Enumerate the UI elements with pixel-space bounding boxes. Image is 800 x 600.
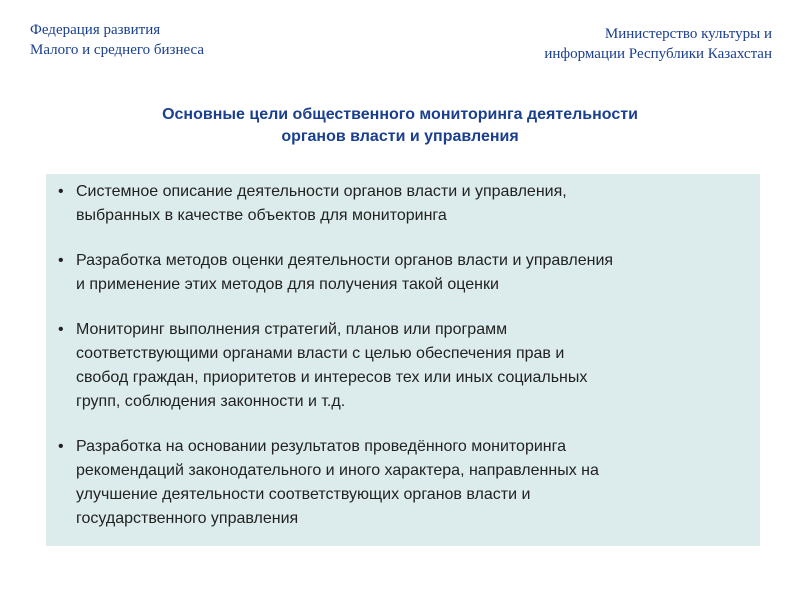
- slide-title-line-1: Основные цели общественного мониторинга деятельности: [162, 106, 638, 123]
- bullet-item: [56, 318, 750, 414]
- bullet-line: групп, соблюдения законности и т.д.: [76, 393, 346, 410]
- bullet-line: Разработка на основании результатов проведённого мониторинга: [76, 438, 567, 455]
- header-left-line-2: Малого и среднего бизнеса: [30, 42, 205, 58]
- header-organization-right: [544, 24, 772, 64]
- bullet-marker: •: [58, 183, 64, 200]
- bullet-item: [56, 435, 750, 531]
- header-left-line-1: Федерация развития: [30, 22, 161, 38]
- bullet-item: [56, 249, 750, 297]
- bullet-marker: •: [58, 321, 64, 338]
- bullet-line: рекомендаций законодательного и иного характера, направленных на: [76, 462, 599, 479]
- header-organization-left: [30, 20, 204, 60]
- slide-title-line-2: органов власти и управления: [281, 128, 519, 145]
- bullet-line: Мониторинг выполнения стратегий, планов или программ: [76, 321, 508, 338]
- bullet-line: Системное описание деятельности органов власти и управления,: [76, 183, 567, 200]
- bullet-line: Разработка методов оценки деятельности органов власти и управления: [76, 252, 614, 269]
- bullet-marker: •: [58, 252, 64, 269]
- bullet-line: государственного управления: [76, 510, 299, 527]
- bullet-line: свобод граждан, приоритетов и интересов тех или иных социальных: [76, 369, 588, 386]
- bullet-marker: •: [58, 438, 64, 455]
- bullet-item: [56, 180, 750, 228]
- goals-content-box: [46, 174, 760, 546]
- header-right-line-2: информации Республики Казахстан: [544, 46, 772, 62]
- slide-title: [0, 104, 800, 148]
- bullet-line: выбранных в качестве объектов для мониторинга: [76, 207, 447, 224]
- header-right-line-1: Министерство культуры и: [604, 26, 772, 42]
- bullet-line: улучшение деятельности соответствующих органов власти и: [76, 486, 531, 503]
- goals-bullet-list: [56, 180, 750, 531]
- bullet-line: и применение этих методов для получения такой оценки: [76, 276, 499, 293]
- bullet-line: соответствующими органами власти с целью обеспечения прав и: [76, 345, 565, 362]
